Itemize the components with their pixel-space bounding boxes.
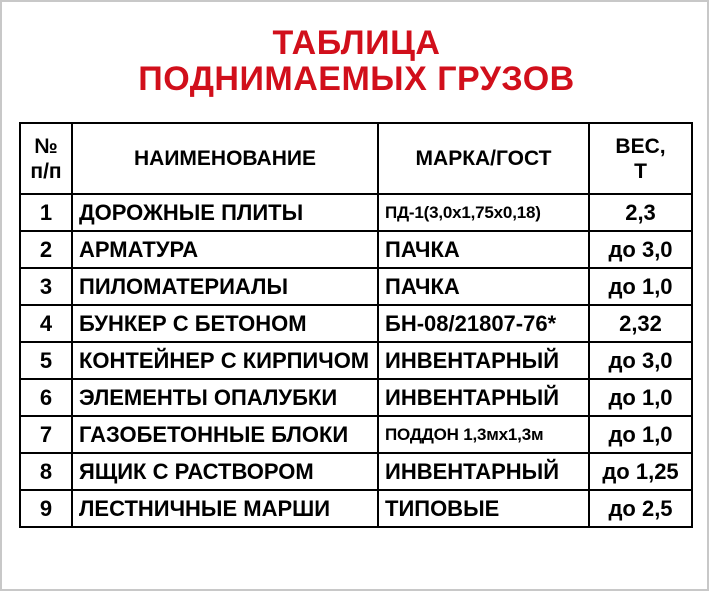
table-row [20,194,692,231]
row-number: 2 [20,231,72,268]
table-row [20,305,692,342]
row-number: 3 [20,268,72,305]
row-weight: 2,3 [589,194,692,231]
row-mark: ТИПОВЫЕ [378,490,589,527]
row-number: 9 [20,490,72,527]
row-weight: до 1,0 [589,416,692,453]
table-row [20,490,692,527]
table-row [20,453,692,490]
row-name: АРМАТУРА [72,231,378,268]
row-mark: ИНВЕНТАРНЫЙ [378,453,589,490]
row-name: КОНТЕЙНЕР С КИРПИЧОМ [72,342,378,379]
row-weight: до 1,0 [589,379,692,416]
row-name: ПИЛОМАТЕРИАЛЫ [72,268,378,305]
row-mark: ПОДДОН 1,3мх1,3м [378,416,589,453]
row-mark: ПД-1(3,0х1,75х0,18) [378,194,589,231]
header-weight-label: ВЕС, [615,134,666,158]
table-row [20,231,692,268]
row-name: ДОРОЖНЫЕ ПЛИТЫ [72,194,378,231]
header-weight-unit: Т [634,159,647,183]
row-mark: ИНВЕНТАРНЫЙ [378,342,589,379]
header-number [20,123,72,194]
sign-title-line-2: ПОДНИМАЕМЫХ ГРУЗОВ [138,60,575,98]
row-number: 7 [20,416,72,453]
header-number-abbr: п/п [30,159,62,183]
row-number: 5 [20,342,72,379]
table-header-row [20,123,692,194]
row-weight: до 3,0 [589,231,692,268]
header-mark: МАРКА/ГОСТ [378,123,589,194]
row-weight: до 1,25 [589,453,692,490]
row-mark: ПАЧКА [378,268,589,305]
row-number: 1 [20,194,72,231]
row-weight: до 3,0 [589,342,692,379]
table-row [20,379,692,416]
header-number-symbol: № [34,134,58,158]
sign-title-line-1: ТАБЛИЦА [272,24,441,62]
table-row [20,342,692,379]
row-weight: до 2,5 [589,490,692,527]
cargo-table [19,122,693,528]
row-mark: БН-08/21807-76* [378,305,589,342]
row-name: БУНКЕР С БЕТОНОМ [72,305,378,342]
row-name: ЛЕСТНИЧНЫЕ МАРШИ [72,490,378,527]
header-name: НАИМЕНОВАНИЕ [72,123,378,194]
table-row [20,416,692,453]
row-weight: 2,32 [589,305,692,342]
row-number: 8 [20,453,72,490]
row-mark: ПАЧКА [378,231,589,268]
row-number: 6 [20,379,72,416]
row-name: ЭЛЕМЕНТЫ ОПАЛУБКИ [72,379,378,416]
row-number: 4 [20,305,72,342]
table-row [20,268,692,305]
row-mark: ИНВЕНТАРНЫЙ [378,379,589,416]
header-weight [589,123,692,194]
row-name: ГАЗОБЕТОННЫЕ БЛОКИ [72,416,378,453]
row-name: ЯЩИК С РАСТВОРОМ [72,453,378,490]
row-weight: до 1,0 [589,268,692,305]
